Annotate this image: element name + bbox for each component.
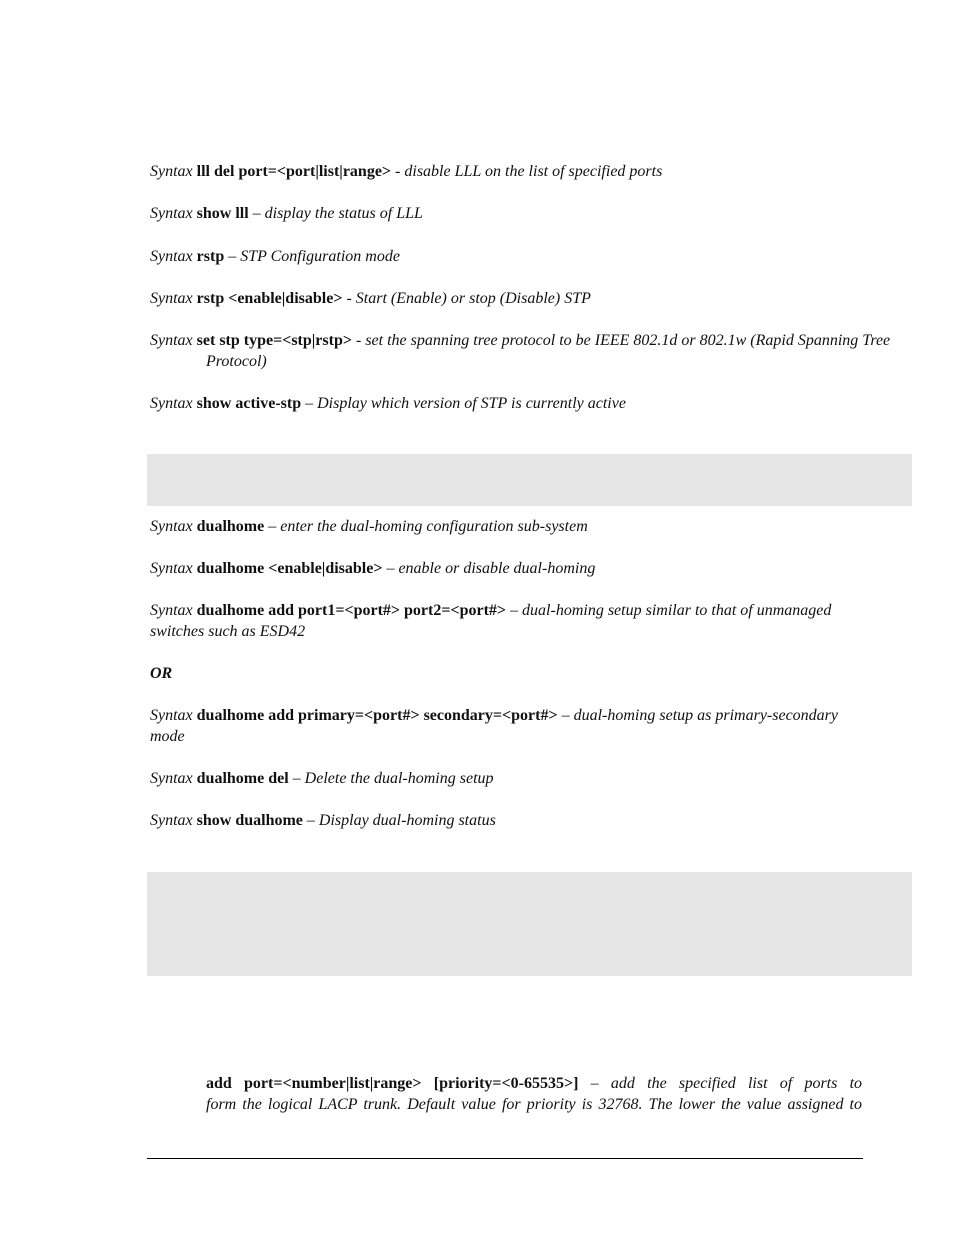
syntax-entry-show-active-stp — [150, 393, 626, 414]
separator: – — [306, 812, 319, 829]
command-text: dualhome <enable|disable> — [196, 560, 383, 577]
separator: - — [342, 290, 356, 307]
command-description: dual-homing setup similar to that of unmanaged switches such as ESD42 — [150, 602, 832, 640]
separator: – — [506, 602, 523, 619]
separator: - — [351, 332, 366, 349]
command-text: add port=<number|list|range> [priority=<0-65535>] — [206, 1075, 579, 1092]
syntax-entry-dualhome-del — [150, 768, 494, 789]
syntax-entry-lll-del — [150, 161, 662, 182]
syntax-label: Syntax — [150, 770, 193, 787]
command-description: set the spanning tree protocol to be IEEE 802.1d or 802.1w (Rapid Spanning Tree Protocol) — [206, 332, 891, 370]
syntax-label: Syntax — [150, 290, 193, 307]
syntax-label: Syntax — [150, 395, 193, 412]
syntax-entry-show-dualhome — [150, 810, 496, 831]
command-description: enter the dual-homing configuration sub-system — [280, 518, 588, 535]
command-text: lll del port=<port|list|range> — [196, 163, 392, 180]
syntax-label: Syntax — [150, 332, 193, 349]
footer-rule — [147, 1158, 863, 1159]
command-text: show active-stp — [196, 395, 302, 412]
command-description-continued: form the logical LACP trunk. Default value for priority is 32768. The lower the value assigned to — [206, 1096, 862, 1113]
command-description: enable or disable dual-homing — [398, 560, 596, 577]
syntax-entry-show-lll — [150, 203, 423, 224]
separator: – — [301, 395, 318, 412]
command-text: dualhome add port1=<port#> port2=<port#> — [196, 602, 507, 619]
command-text: rstp <enable|disable> — [196, 290, 343, 307]
lacp-add-port-line1 — [206, 1073, 862, 1094]
command-text: show lll — [196, 205, 249, 222]
command-text: rstp — [196, 248, 225, 265]
section-heading-band — [147, 872, 912, 976]
command-text: dualhome — [196, 518, 265, 535]
separator: – — [578, 1075, 611, 1092]
separator: – — [382, 560, 399, 577]
command-description: Display which version of STP is currently active — [317, 395, 626, 412]
command-description: disable LLL on the list of specified ports — [404, 163, 663, 180]
command-text: set stp type=<stp|rstp> — [196, 332, 352, 349]
separator: – — [557, 707, 574, 724]
syntax-entry-dualhome-add-primary — [150, 705, 850, 747]
syntax-label: Syntax — [150, 518, 193, 535]
command-description: Start (Enable) or stop (Disable) STP — [355, 290, 591, 307]
syntax-entry-rstp — [150, 246, 400, 267]
syntax-label: Syntax — [150, 205, 193, 222]
syntax-label: Syntax — [150, 812, 193, 829]
separator: – — [292, 770, 305, 787]
syntax-entry-rstp-enable — [150, 288, 591, 309]
syntax-label: Syntax — [150, 163, 193, 180]
command-text: dualhome add primary=<port#> secondary=<port#> — [196, 707, 558, 724]
syntax-entry-dualhome — [150, 516, 588, 537]
command-description: display the status of LLL — [264, 205, 423, 222]
command-text: dualhome del — [196, 770, 293, 787]
section-heading-band — [147, 454, 912, 506]
syntax-label: Syntax — [150, 560, 193, 577]
syntax-label: Syntax — [150, 602, 193, 619]
command-description: Display dual-homing status — [318, 812, 496, 829]
syntax-label: Syntax — [150, 707, 193, 724]
separator: - — [391, 163, 405, 180]
syntax-entry-dualhome-add-ports — [150, 600, 850, 642]
or-text: OR — [150, 665, 173, 682]
command-description: STP Configuration mode — [240, 248, 400, 265]
command-description: dual-homing setup as primary-secondary mode — [150, 707, 839, 745]
syntax-entry-dualhome-enable — [150, 558, 595, 579]
command-description: add the specified list of ports to — [610, 1075, 863, 1092]
separator: – — [248, 205, 265, 222]
separator: – — [224, 248, 241, 265]
separator: – — [264, 518, 281, 535]
syntax-label: Syntax — [150, 248, 193, 265]
command-description: Delete the dual-homing setup — [304, 770, 494, 787]
or-label — [150, 663, 172, 684]
lacp-add-port-line2 — [206, 1094, 862, 1115]
syntax-entry-set-stp-type — [150, 330, 896, 372]
command-text: show dualhome — [196, 812, 307, 829]
